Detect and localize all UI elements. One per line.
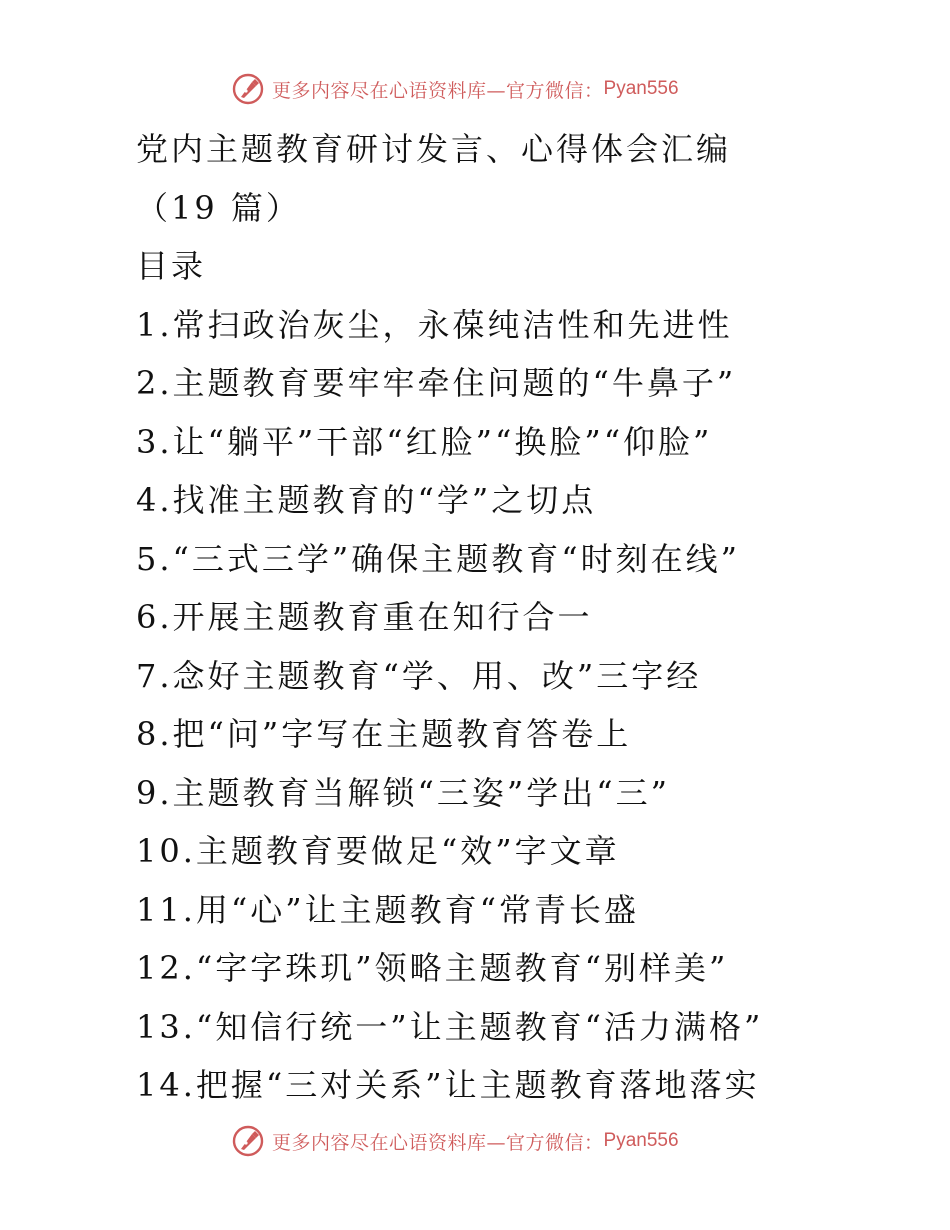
toc-item: 1.常扫政治灰尘，永葆纯洁性和先进性 (136, 305, 733, 344)
toc-item: 13.“知信行统一”让主题教育“活力满格” (136, 1007, 764, 1046)
pen-nib-logo-icon (232, 1125, 264, 1157)
toc-item: 2.主题教育要牢牢牵住问题的“牛鼻子” (136, 364, 737, 402)
toc-item: 12.“字字珠玑”领略主题教育“别样美” (136, 949, 729, 987)
document-body (136, 120, 926, 1115)
toc-item: 7.念好主题教育“学、用、改”三字经 (136, 656, 702, 695)
toc-item: 10.主题教育要做足“效”字文章 (136, 832, 620, 870)
toc-item: 14.把握“三对关系”让主题教育落地落实 (136, 1066, 760, 1104)
document-title-count: （19 篇） (136, 188, 301, 227)
toc-item: 6.开展主题教育重在知行合一 (136, 598, 593, 636)
toc-item: 11.用“心”让主题教育“常青长盛 (136, 890, 639, 929)
toc-list (136, 296, 926, 1115)
document-title: 党内主题教育研讨发言、心得体会汇编 (136, 130, 732, 168)
toc-heading: 目录 (136, 247, 207, 285)
toc-item: 8.把“问”字写在主题教育答卷上 (136, 715, 632, 753)
toc-item: 3.让“躺平”干部“红脸”“换脸”“仰脸” (136, 422, 713, 461)
footer-watermark-banner (232, 1124, 679, 1158)
pen-nib-logo-icon (232, 73, 264, 105)
banner-text: 更多内容尽在心语资料库—官方微信： (272, 79, 604, 102)
banner-wechat-id: Pyan556 (603, 1130, 679, 1151)
toc-item: 4.找准主题教育的“学”之切点 (136, 481, 597, 519)
header-watermark-banner (232, 72, 679, 106)
toc-item: 9.主题教育当解锁“三姿”学出“三” (136, 773, 670, 812)
toc-item: 5.“三式三学”确保主题教育“时刻在线” (136, 539, 740, 578)
banner-text: 更多内容尽在心语资料库—官方微信： (272, 1131, 604, 1154)
banner-wechat-id: Pyan556 (603, 78, 679, 99)
